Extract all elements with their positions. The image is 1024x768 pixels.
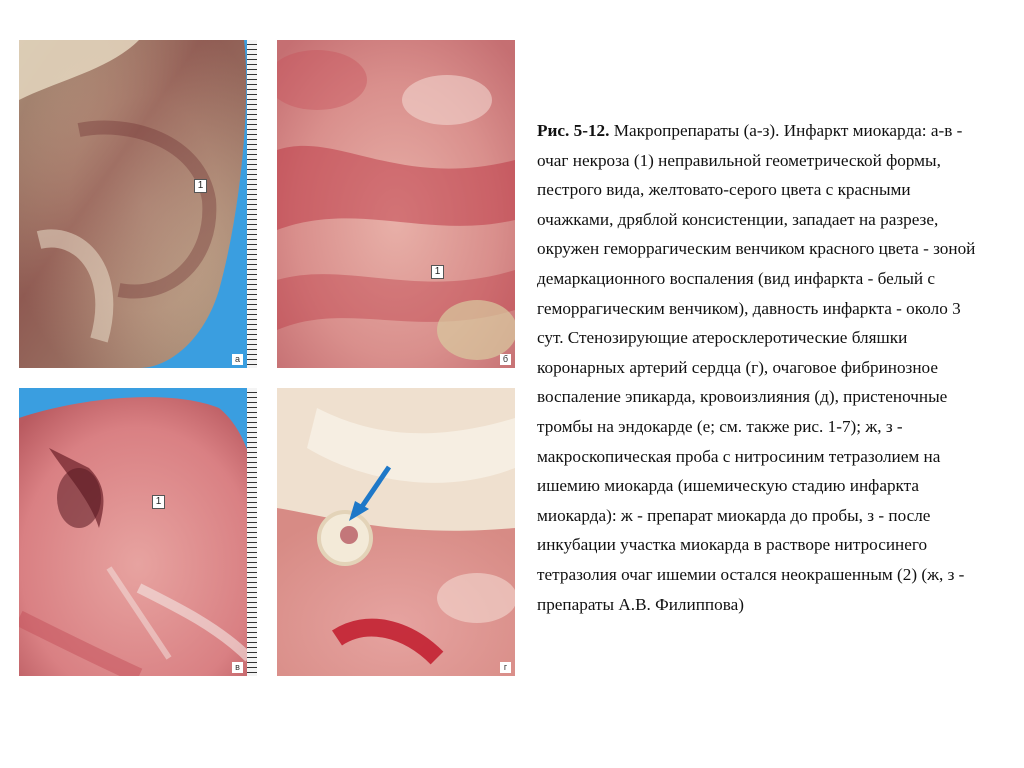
photo-panel-a: [19, 40, 257, 368]
coronary-artery-image-d: [277, 388, 515, 676]
marker-1-panel-a: 1: [194, 179, 207, 193]
heart-section-image-b: [277, 40, 515, 368]
marker-1-panel-b: 1: [431, 265, 444, 279]
heart-section-image-a: [19, 40, 257, 368]
figure-caption: [537, 116, 989, 619]
photo-panel-c: [19, 388, 257, 676]
scale-ruler: [247, 388, 257, 676]
arrow-icon: [347, 463, 397, 523]
caption-text: Макропрепараты (а-з). Инфаркт миокарда: а-в - очаг некроза (1) неправильной геометрической формы, пестрого вида, желтовато-серого цвета с красными очажками, дряблой консистенции, западает на разрезе, окружен геморрагическим венчиком красного цвета - зоной демаркационного воспаления (вид инфаркта - белый с геморрагическим венчиком), давность инфаркта - около 3 сут. Стенозирующие атеросклеротические бляшки коронарных артерий сердца (г), очаговое фибринозное воспаление эпикарда, кровоизлияния (д), пристеночные тромбы на эндокарде (е; см. также рис. 1-7); ж, з - макроскопическая проба с нитросиним тетразолием на ишемию миокарда (ишемическую стадию инфаркта миокарда): ж - препарат миокарда до пробы, з - после инкубации участка миокарда в растворе нитросинего тетразолия очаг ишемии остался неокрашенным (2) (ж, з - препараты А.В. Филиппова): [537, 121, 976, 614]
panel-letter-a: а: [232, 354, 243, 365]
marker-1-panel-c: 1: [152, 495, 165, 509]
caption-label: Рис. 5-12.: [537, 121, 610, 140]
scale-ruler: [247, 40, 257, 368]
panel-letter-d: г: [500, 662, 511, 673]
panel-letter-c: в: [232, 662, 243, 673]
panel-letter-b: б: [500, 354, 511, 365]
heart-section-image-c: [19, 388, 257, 676]
photo-panel-d: [277, 388, 515, 676]
photo-panel-b: [277, 40, 515, 368]
